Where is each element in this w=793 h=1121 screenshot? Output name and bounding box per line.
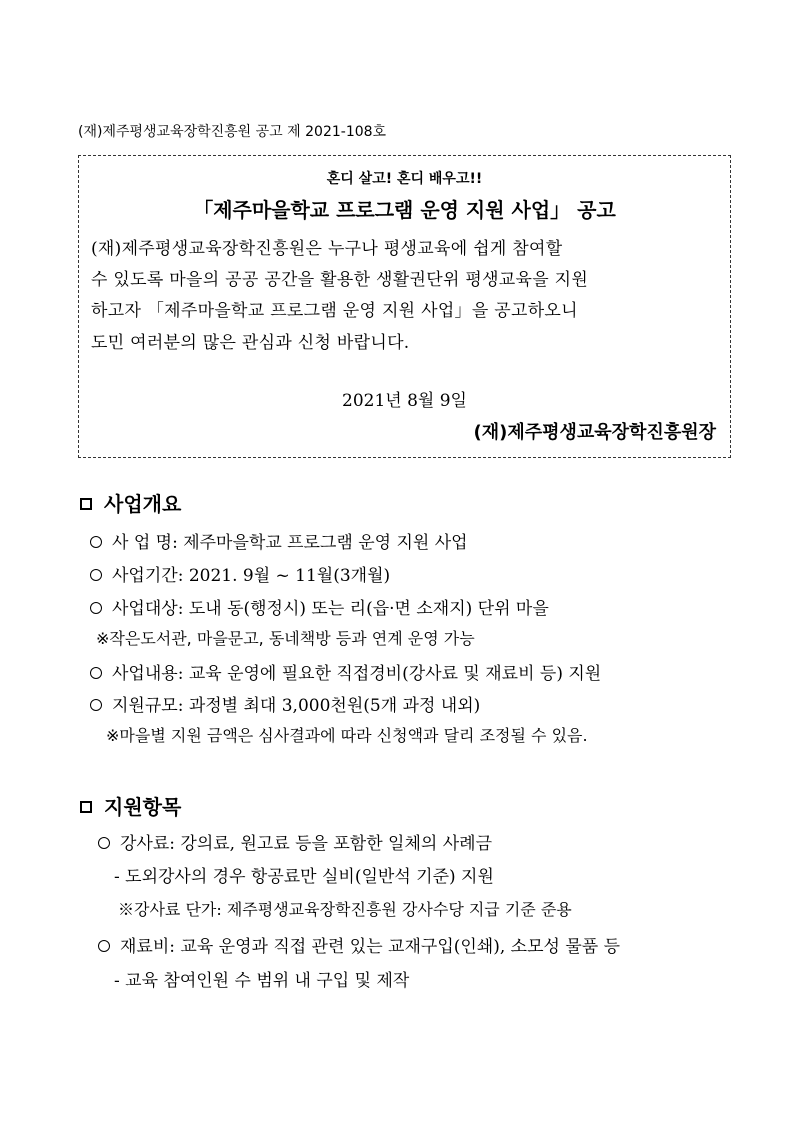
checkbox-square-icon: [80, 801, 92, 813]
announcement-body-line: (재)제주평생교육장학진흥원은 누구나 평생교육에 쉽게 참여할: [91, 239, 563, 259]
announcement-box: [78, 155, 731, 458]
checkbox-square-icon: [80, 498, 92, 510]
circle-bullet-icon: [90, 667, 102, 679]
announcement-body-line: 수 있도록 마을의 공공 공간을 활용한 생활권단위 평생교육을 지원: [91, 270, 589, 290]
section-title-text: 사업개요: [104, 492, 182, 516]
support-detail: - 교육 참여인원 수 범위 내 구입 및 제작: [114, 971, 410, 991]
notice-number: (재)제주평생교육장학진흥원 공고 제 2021-108호: [78, 124, 387, 140]
slogan: 혼디 살고! 혼디 배우고!!: [326, 171, 483, 187]
circle-bullet-icon: [98, 940, 110, 952]
support-item-text: 강사료: 강의료, 원고료 등을 포함한 일체의 사례금: [120, 834, 492, 854]
announcement-body-line: 도민 여러분의 많은 관심과 신청 바랍니다.: [91, 333, 410, 353]
overview-item-text: 사업대상: 도내 동(행정시) 또는 리(읍·면 소재지) 단위 마을: [112, 599, 549, 619]
circle-bullet-icon: [90, 569, 102, 581]
circle-bullet-icon: [98, 837, 110, 849]
overview-item: [90, 561, 390, 586]
announcement-title: 「제주마을학교 프로그램 운영 지원 사업」 공고: [193, 198, 616, 222]
section-title-overview: [80, 488, 181, 517]
overview-item-text: 지원규모: 과정별 최대 3,000천원(5개 과정 내외): [112, 696, 481, 716]
circle-bullet-icon: [90, 602, 102, 614]
overview-item: [90, 528, 468, 553]
overview-item: [90, 594, 549, 619]
support-detail: - 도외강사의 경우 항공료만 실비(일반석 기준) 지원: [114, 867, 494, 887]
support-item: [98, 932, 620, 957]
issuer: (재)제주평생교육장학진흥원장: [473, 422, 716, 443]
circle-bullet-icon: [90, 699, 102, 711]
announcement-body-line: 하고자 「제주마을학교 프로그램 운영 지원 사업」을 공고하오니: [91, 301, 578, 321]
overview-item: [90, 659, 601, 684]
overview-note: ※작은도서관, 마을문고, 동네책방 등과 연계 운영 가능: [96, 629, 475, 648]
overview-item-text: 사업기간: 2021. 9월 ~ 11월(3개월): [112, 566, 391, 586]
support-item: [98, 829, 492, 854]
overview-item: [90, 691, 480, 716]
support-note: ※강사료 단가: 제주평생교육장학진흥원 강사수당 지급 기준 준용: [118, 900, 572, 919]
circle-bullet-icon: [90, 536, 102, 548]
section-title-support-items: [80, 791, 181, 820]
overview-note: ※마을별 지원 금액은 심사결과에 따라 신청액과 달리 조정될 수 있음.: [106, 726, 588, 745]
overview-item-text: 사업내용: 교육 운영에 필요한 직접경비(강사료 및 재료비 등) 지원: [112, 664, 602, 684]
section-title-text: 지원항목: [104, 795, 182, 819]
overview-item-text: 사 업 명: 제주마을학교 프로그램 운영 지원 사업: [112, 533, 468, 553]
announcement-date: 2021년 8월 9일: [342, 391, 467, 411]
support-item-text: 재료비: 교육 운영과 직접 관련 있는 교재구입(인쇄), 소모성 물품 등: [120, 937, 621, 957]
